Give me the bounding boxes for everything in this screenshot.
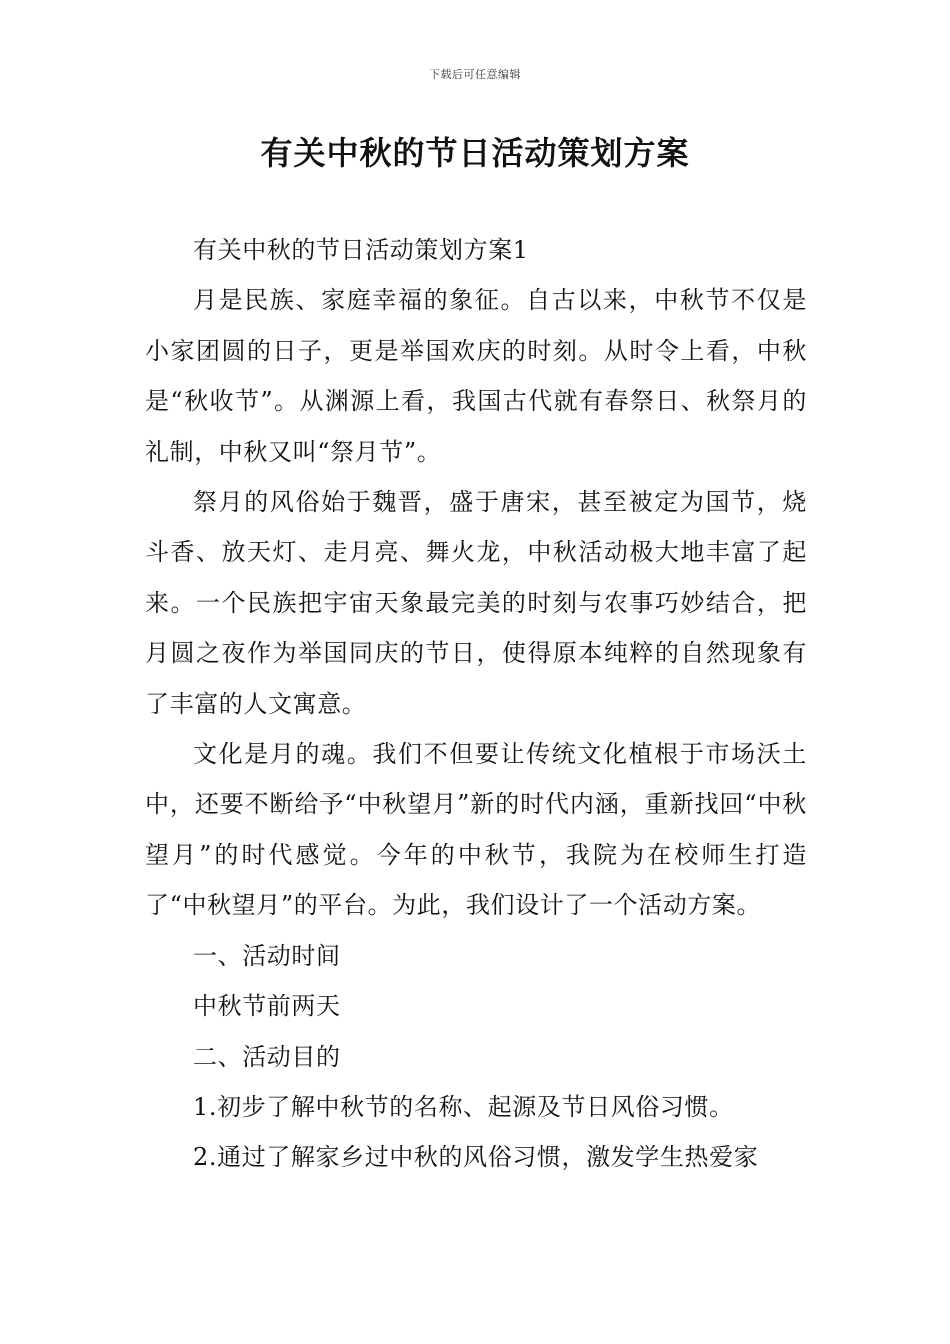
paragraph: 中秋节前两天	[193, 992, 341, 1021]
paragraph: 月是民族、家庭幸福的象征。自古以来，中秋节不仅是小家团圆的日子，更是举国欢庆的时刻。从时令上看，中秋是“秋收节”。从渊源上看，我国古代就有春祭日、秋祭月的礼制，中秋又叫“祭月节”。	[145, 286, 807, 466]
paragraph: 文化是月的魂。我们不但要让传统文化植根于市场沃土中，还要不断给予“中秋望月”新的时代内涵，重新找回“中秋望月”的时代感觉。今年的中秋节，我院为在校师生打造了“中秋望月”的平台。为此，我们设计了一个活动方案。	[145, 740, 807, 920]
paragraph-subtitle: 有关中秋的节日活动策划方案1	[193, 236, 529, 264]
document-title: 有关中秋的节日活动策划方案	[260, 134, 690, 172]
list-item: 1.初步了解中秋节的名称、起源及节日风俗习惯。	[193, 1092, 734, 1121]
header-note: 下载后可任意编辑	[429, 68, 521, 81]
list-item: 2.通过了解家乡过中秋的风俗习惯，激发学生热爱家	[193, 1143, 759, 1172]
section-heading: 一、活动时间	[193, 941, 341, 970]
document-body	[145, 225, 807, 1183]
section-heading: 二、活动目的	[193, 1042, 341, 1071]
paragraph: 祭月的风俗始于魏晋，盛于唐宋，甚至被定为国节，烧斗香、放天灯、走月亮、舞火龙，中秋活动极大地丰富了起来。一个民族把宇宙天象最完美的时刻与农事巧妙结合，把月圆之夜作为举国同庆的节日，使得原本纯粹的自然现象有了丰富的人文寓意。	[145, 488, 807, 718]
